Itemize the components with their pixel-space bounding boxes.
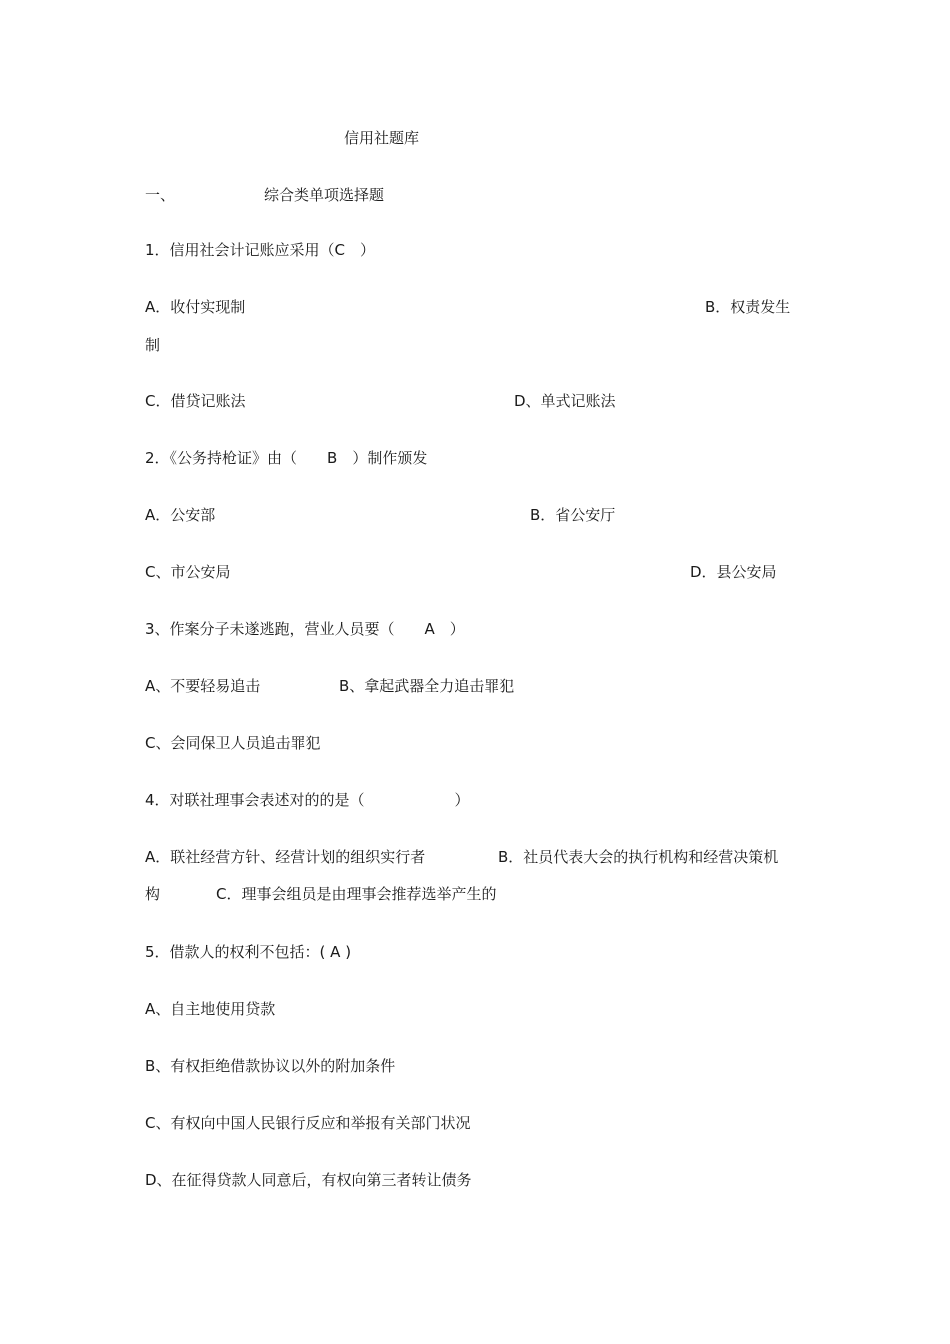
question-4-option-c: C．理事会组员是由理事会推荐选举产生的 [216, 885, 497, 903]
question-4-stem: 4．对联社理事会表述对的的是（ ） [145, 791, 470, 809]
question-1-option-a: A．收付实现制 [145, 298, 246, 316]
question-5-option-b: B、有权拒绝借款协议以外的附加条件 [145, 1057, 396, 1075]
question-4-option-b-wrap: 构 [145, 885, 161, 903]
question-5-option-d: D、在征得贷款人同意后，有权向第三者转让债务 [145, 1171, 472, 1189]
doc-title: 信用社题库 [344, 129, 420, 147]
question-2-stem: 2．《公务持枪证》由（ B ）制作颁发 [145, 449, 428, 467]
question-5-option-c: C、有权向中国人民银行反应和举报有关部门状况 [145, 1114, 471, 1132]
question-5-stem: 5．借款人的权利不包括：( A ) [145, 943, 352, 961]
question-1-option-d: D、单式记账法 [514, 392, 616, 410]
question-5-option-a: A、自主地使用贷款 [145, 1000, 276, 1018]
question-1-option-b-wrap: 制 [145, 336, 161, 354]
section-number: 一、 [145, 186, 176, 204]
question-4-option-b: B．社员代表大会的执行机构和经营决策机 [498, 848, 779, 866]
question-1-stem: 1．信用社会计记账应采用（C ） [145, 241, 376, 259]
section-title: 综合类单项选择题 [264, 186, 385, 204]
question-1-option-c: C．借贷记账法 [145, 392, 246, 410]
question-2-option-b: B．省公安厅 [530, 506, 616, 524]
question-1-option-b: B．权责发生 [705, 298, 791, 316]
question-3-option-c: C、会同保卫人员追击罪犯 [145, 734, 321, 752]
question-2-option-d: D．县公安局 [690, 563, 777, 581]
question-2-option-a: A．公安部 [145, 506, 216, 524]
question-4-option-a: A．联社经营方针、经营计划的组织实行者 [145, 848, 426, 866]
question-3-option-a: A、不要轻易追击 [145, 677, 261, 695]
question-3-stem: 3、作案分子未遂逃跑，营业人员要（ A ） [145, 620, 465, 638]
question-3-option-b: B、拿起武器全力追击罪犯 [339, 677, 515, 695]
question-2-option-c: C、市公安局 [145, 563, 231, 581]
